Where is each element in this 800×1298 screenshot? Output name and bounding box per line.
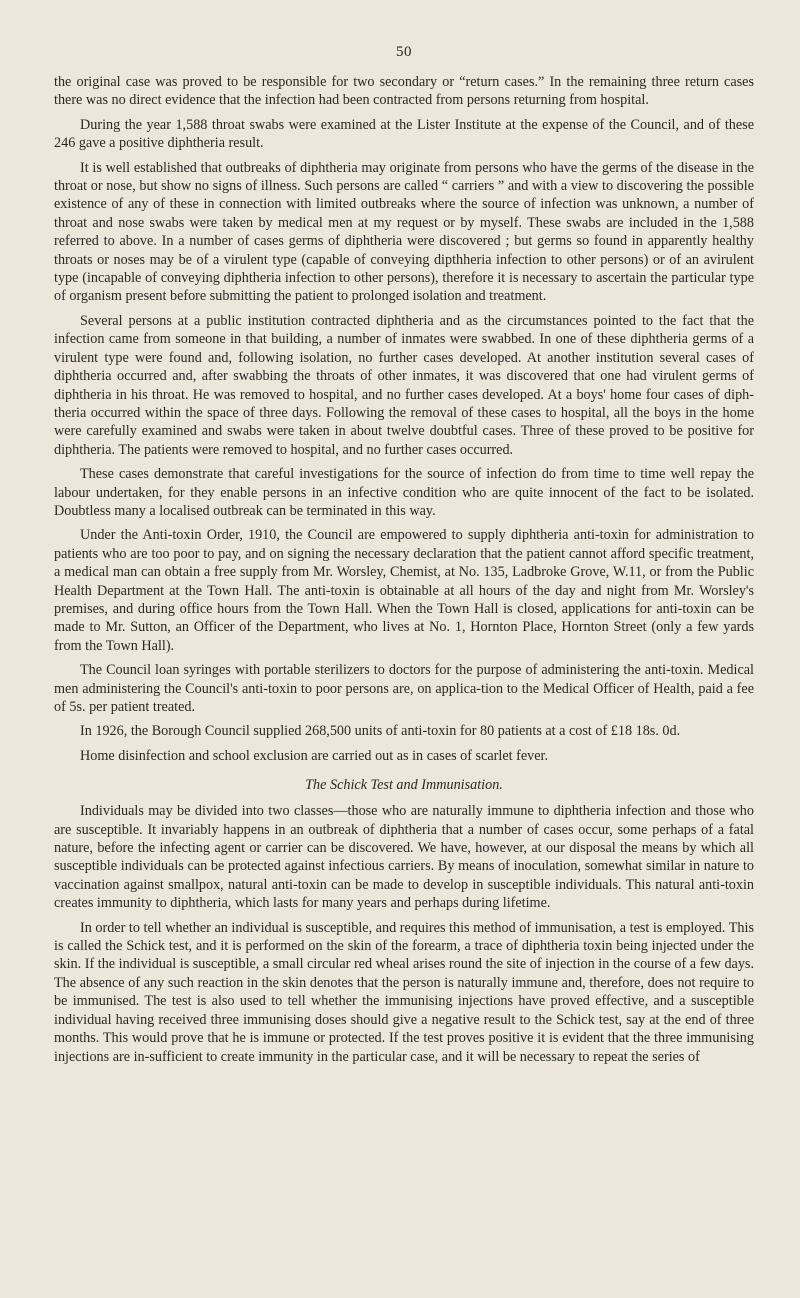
paragraph-home-disinfection: Home disinfection and school exclusion are carried out as in cases of scarlet fever. (80, 747, 549, 764)
page-number: 50 (396, 44, 412, 60)
section-heading: The Schick Test and Immunisation. (305, 777, 503, 794)
paragraph-syringes: The Council loan syringes with portable sterilizers to doctors for the purpose of administering the anti-toxin. Medical men administering the Council's anti-toxin to poor persons are, on applica-tion to the Medical Officer of Health, paid a fee of 5s. per patient treated. (54, 662, 754, 715)
paragraph-institution-cases: Several persons at a public institution contracted diphtheria and as the circumstances pointed to the fact that the infection came from someone in that building, a number of inmates were swabbed. In one of these diphtheria germs of a virulent type were found and, following isolation, no further cases developed. At another institution several cases of diphtheria occurred and, after swabbing the throats of other inmates, it was discovered that one had virulent germs of diphtheria in his throat. He was removed to hospital, and no further cases developed. At a boys' home four cases of diph-theria occurred within the space of three days. Following the removal of these cases to hospital, all the boys in the home were carefully examined and swabs were taken in about twelve doubtful cases. Three of these proved to be positive for diphtheria. The patients were removed to hospital, and no further cases occurred. (54, 312, 754, 458)
paragraph-investigations: These cases demonstrate that careful investigations for the source of infection do from time to time well repay the labour undertaken, for they enable persons in an infective condition who are quite innocent of the fact to be isolated. Doubtless many a localised outbreak can be terminated in this way. (54, 466, 754, 519)
paragraph-immunity-classes: Individuals may be divided into two classes—those who are naturally immune to diphtheria infection and those who are susceptible. It invariably happens in an outbreak of diphtheria that a number of cases occur, some perhaps of a fatal nature, before the infecting agent or carrier can be discovered. We have, however, at our disposal the means by which all susceptible individuals can be protected against infectious carriers. By means of inoculation, somewhat similar in nature to vaccination against smallpox, natural anti-toxin can be made to develop in susceptible individuals. This natural anti-toxin creates immunity to diphtheria, which lasts for many years and perhaps during lifetime. (54, 803, 754, 912)
paragraph-carriers: It is well established that outbreaks of diphtheria may originate from persons who have the germs of the disease in the throat or nose, but show no signs of illness. Such persons are called “ carriers ” and with a view to discovering the possible existence of any of these in connection with limited outbreaks where the source of infection was unknown, a number of throat and nose swabs were taken by medical men at my request or by myself. These swabs are included in the 1,588 referred to above. In a number of cases germs of diphtheria were discovered ; but germs so found in apparently healthy throats or noses may be of a virulent type (capable of conveying dipthheria infection to other persons) or of an avirulent type (incapable of conveying diphtheria infection to other persons), therefore it is necessary to ascertain the particular type of organism present before submitting the patient to prolonged isolation and treatment. (54, 159, 754, 305)
paragraph-anti-toxin-order: Under the Anti-toxin Order, 1910, the Council are empowered to supply diphtheria anti-toxin for administration to patients who are too poor to pay, and on signing the necessary declaration that the patient cannot afford specific treatment, a medical man can obtain a free supply from Mr. Worsley, Chemist, at No. 135, Ladbroke Grove, W.11, or from the Public Health Department at the Town Hall. The anti-toxin is obtainable at all hours of the day and night from Mr. Worsley's premises, and during office hours from the Town Hall. When the Town Hall is closed, applications for anti-toxin can be made to Mr. Sutton, an Officer of the Department, who lives at No. 1, Hornton Place, Hornton Street (only a few yards from the Town Hall). (54, 527, 754, 654)
paragraph-anti-toxin-supply-1926: In 1926, the Borough Council supplied 268,500 units of anti-toxin for 80 patients at a cost of £18 18s. 0d. (80, 723, 681, 740)
paragraph-throat-swabs: During the year 1,588 throat swabs were examined at the Lister Institute at the expense of the Council, and of these 246 gave a positive diphtheria result. (54, 116, 754, 152)
paragraph-schick-test: In order to tell whether an individual is susceptible, and requires this method of immunisation, a test is employed. This is called the Schick test, and it is performed on the skin of the forearm, a trace of diphtheria toxin being injected under the skin. If the individual is susceptible, a small circular red wheal arises round the site of injection in the course of a few days. The absence of any such reaction in the skin denotes that the person is naturally immune and, therefore, does not require to be immunised. The test is also used to tell whether the immunising injections have proved effective, and a susceptible individual having received three immunising doses should give a negative result to the Schick test, say at the end of three months. This would prove that he is immune or protected. If the test proves positive it is evident that the three immunising injections are in-sufficient to create immunity in the particular case, and it will be necessary to repeat the series of (54, 919, 754, 1065)
paragraph-return-cases: the original case was proved to be responsible for two secondary or “return cases.” In the remaining three return cases there was no direct evidence that the infection had been contracted from persons returning from hospital. (54, 74, 754, 109)
